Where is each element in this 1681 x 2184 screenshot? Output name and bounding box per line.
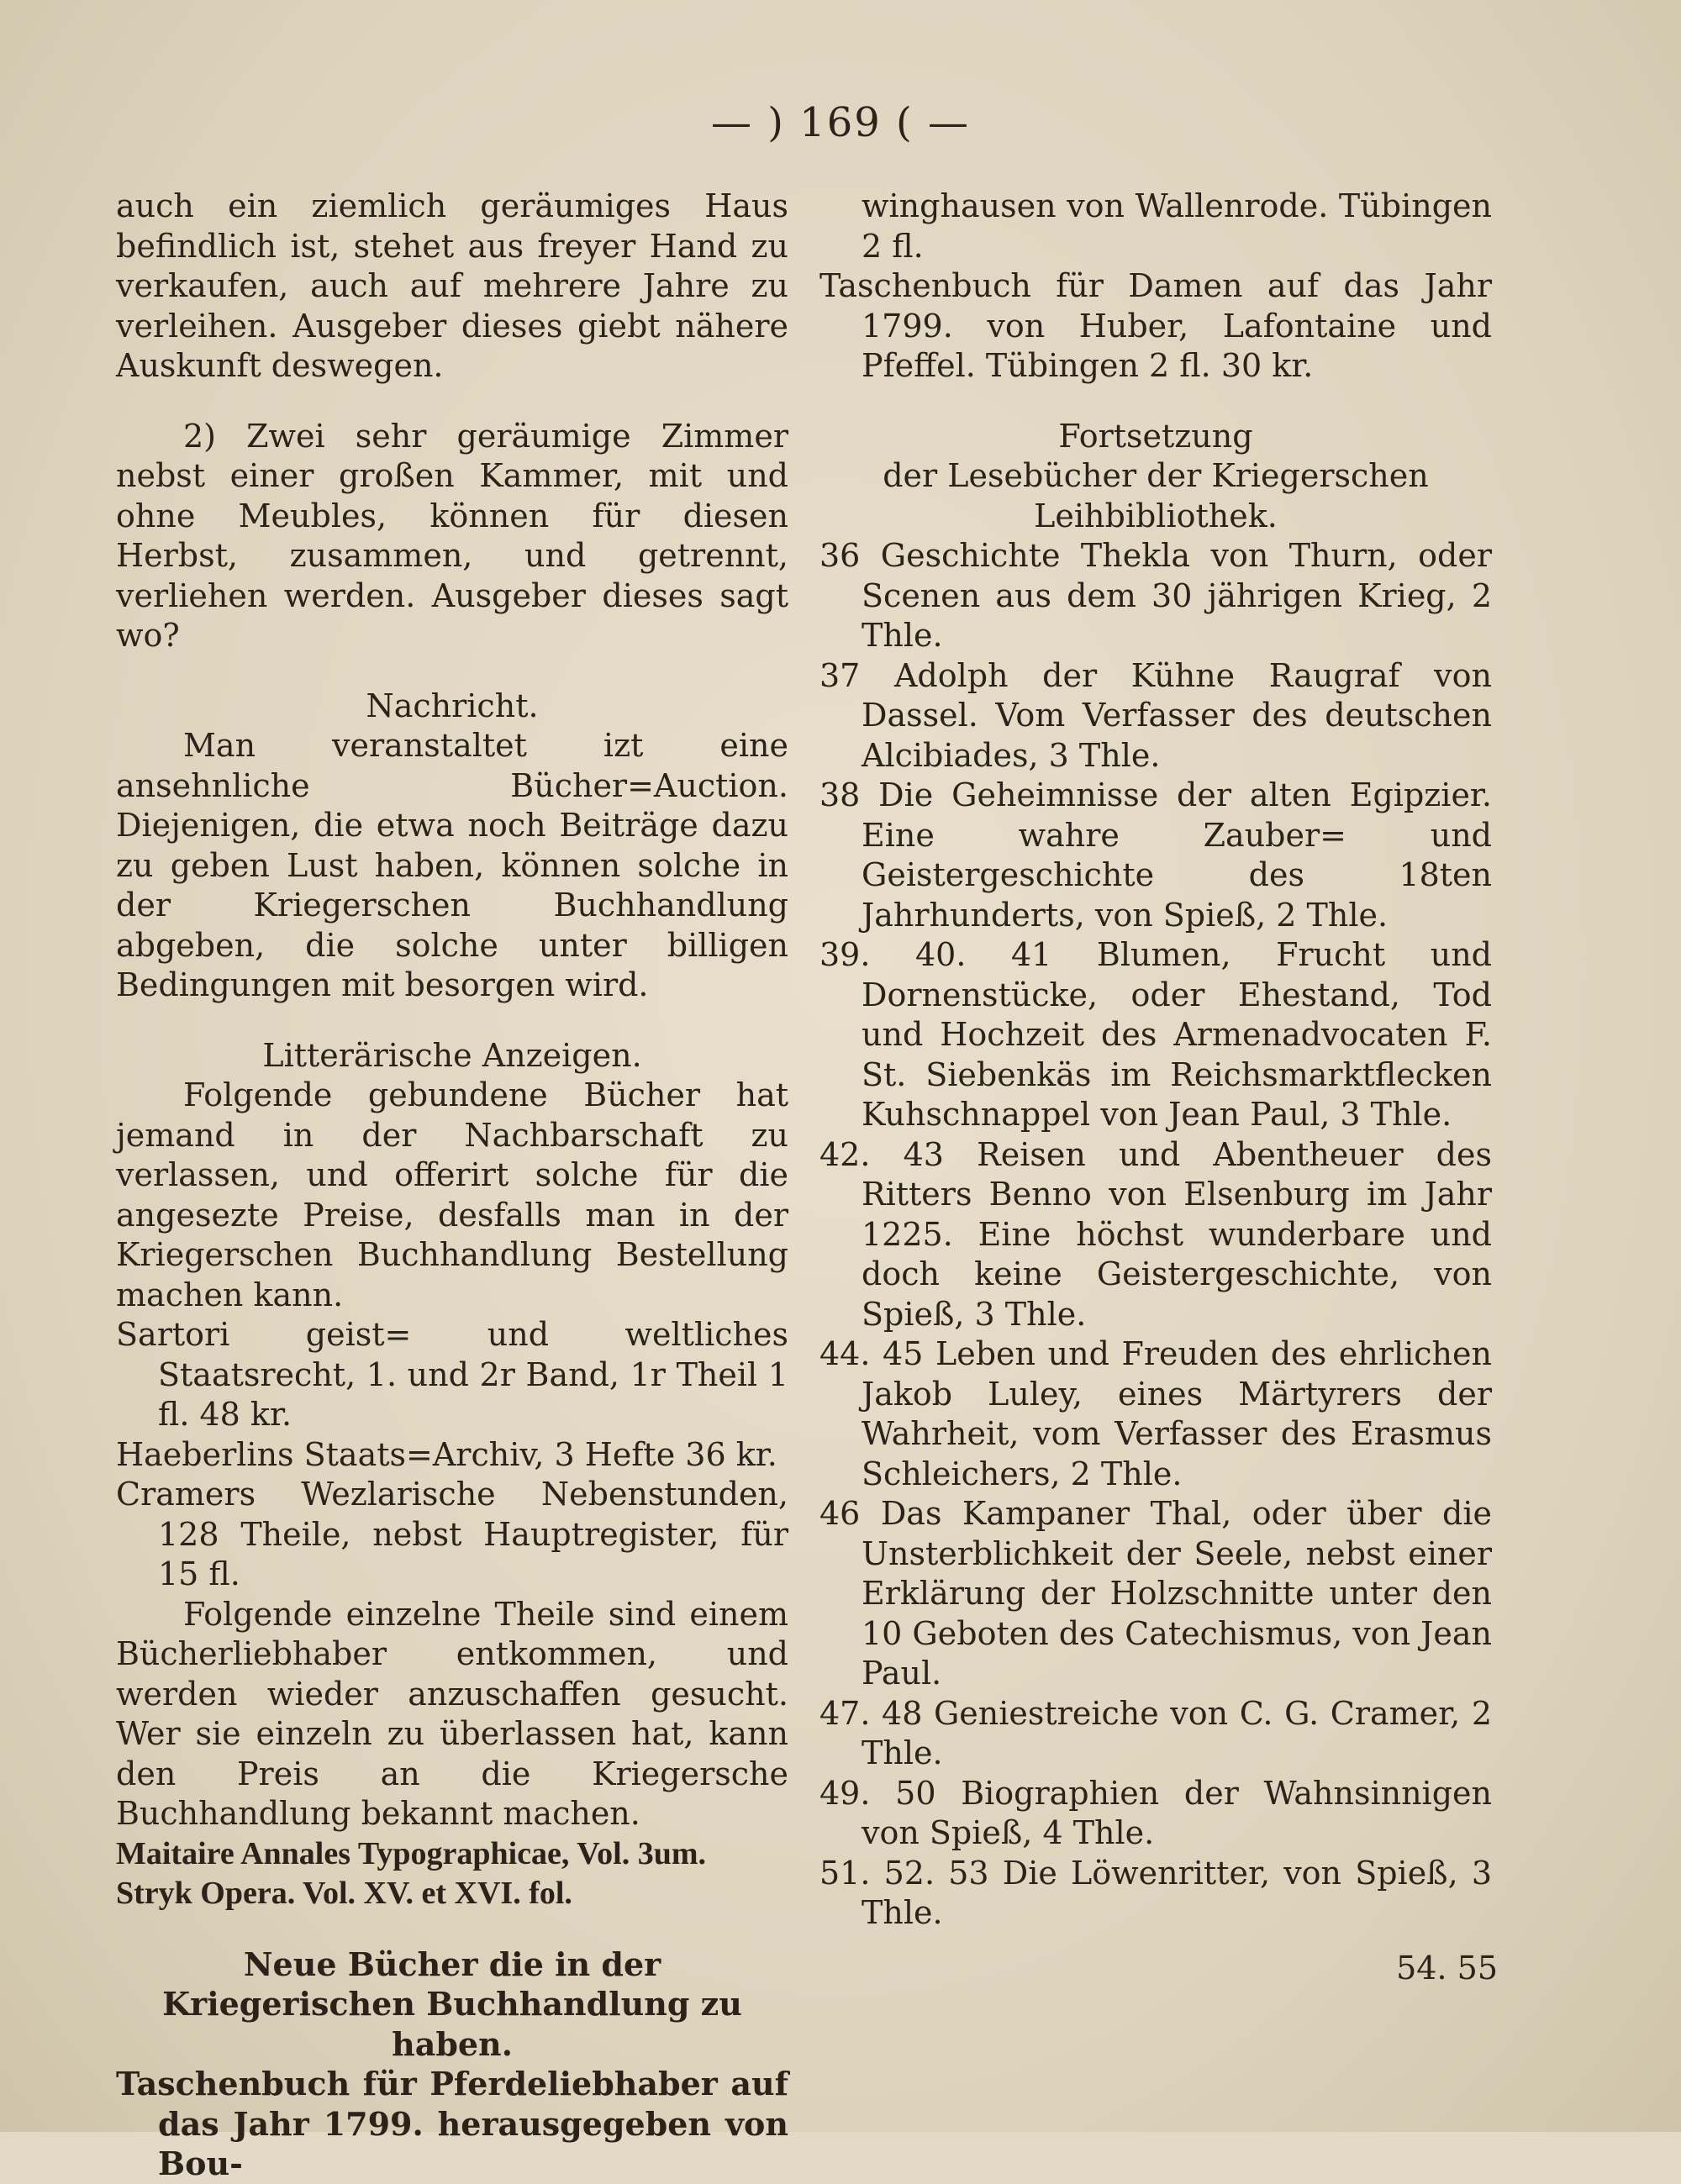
- books-for-sale-intro: Folgende gebundene Bücher hat jemand in der Nachbarschaft zu verlassen, und offerirt solche für die angesezte Preise, desfalls man in der Kriegerschen Buchhandlung Bestellung machen kann.: [116, 1076, 788, 1313]
- library-entry: 42. 43 Reisen und Abentheuer des Ritters Benno von Elsenburg im Jahr 1225. Eine höchst wunderbare und doch keine Geistergeschichte, von Spieß, 3 Thle.: [819, 1135, 1492, 1333]
- library-entry: 39. 40. 41 Blumen, Frucht und Dornenstücke, oder Ehestand, Tod und Hochzeit des Armenadvocaten F. St. Siebenkäs im Reichsmarktflecken Kuhschnappel von Jean Paul, 3 Thle.: [819, 936, 1492, 1133]
- book-item-sartori: Sartori geist= und weltliches Staatsrecht, 1. und 2r Band, 1r Theil 1 fl. 48 kr.: [116, 1316, 788, 1433]
- library-entry: 51. 52. 53 Die Löwenritter, von Spieß, 3 Thle.: [819, 1854, 1492, 1931]
- almanac-pferdeliebhaber: Taschenbuch für Pferdeliebhaber auf das Jahr 1799. herausgegeben von Bou-: [116, 2065, 788, 2182]
- library-subheading: der Lesebücher der Kriegerschen Leihbibliothek.: [883, 457, 1429, 534]
- continuation-heading: Fortsetzung: [1058, 417, 1253, 455]
- auction-notice: Man veranstaltet izt eine ansehnliche Bücher=Auction. Diejenigen, die etwa noch Beiträge dazu zu geben Lust haben, können solche in der Kriegerschen Buchhandlung abgeben, die solche unter billigen Bedingungen mit besorgen wird.: [116, 727, 788, 1003]
- wanted-volumes-notice: Folgende einzelne Theile sind einem Bücherliebhaber entkommen, und werden wieder anzuschaffen gesucht. Wer sie einzeln zu überlassen hat, kann den Preis an die Kriegersche Buchhandlung bekannt machen.: [116, 1595, 788, 1832]
- library-entry: 36 Geschichte Thekla von Thurn, oder Scenen aus dem 30 jährigen Krieg, 2 Thle.: [819, 537, 1492, 654]
- right-column: [819, 187, 1492, 1934]
- library-entry: 44. 45 Leben und Freuden des ehrlichen Jakob Luley, eines Märtyrers der Wahrheit, vom Verfasser des Erasmus Schleichers, 2 Thle.: [819, 1335, 1492, 1492]
- library-entry: 47. 48 Geniestreiche von C. G. Cramer, 2 Thle.: [819, 1694, 1492, 1771]
- rooms-notice: 2) Zwei sehr geräumige Zimmer nebst einer großen Kammer, mit und ohne Meubles, können für diesen Herbst, zusammen, und getrennt, verliehen werden. Ausgeber dieses sagt wo?: [116, 417, 788, 654]
- latin-title-maitaire: Maitaire Annales Typographicae, Vol. 3um.: [116, 1835, 707, 1871]
- almanac-continuation: winghausen von Wallenrode. Tübingen 2 fl.: [862, 187, 1492, 265]
- house-notice: auch ein ziemlich geräumiges Haus befindlich ist, stehet aus freyer Hand zu verkaufen, auch auf mehrere Jahre zu verleihen. Ausgeber dieses giebt nähere Auskunft deswegen.: [116, 187, 788, 384]
- catchword: 54. 55: [1396, 1950, 1498, 1987]
- library-entry: 49. 50 Biographien der Wahnsinnigen von Spieß, 4 Thle.: [819, 1774, 1492, 1851]
- book-item-haeberlin: Haeberlins Staats=Archiv, 3 Hefte 36 kr.: [116, 1435, 777, 1473]
- literary-heading: Litterärische Anzeigen.: [262, 1036, 642, 1074]
- library-entry: 37 Adolph der Kühne Raugraf von Dassel. Vom Verfasser des deutschen Alcibiades, 3 Thle.: [819, 656, 1492, 774]
- nachricht-heading: Nachricht.: [366, 687, 539, 724]
- library-entry: 38 Die Geheimnisse der alten Egipzier. Eine wahre Zauber= und Geistergeschichte des 18ten Jahrhunderts, von Spieß, 2 Thle.: [819, 776, 1492, 934]
- latin-title-stryk: Stryk Opera. Vol. XV. et XVI. fol.: [116, 1876, 572, 1911]
- left-column: [116, 187, 788, 2184]
- book-item-cramer: Cramers Wezlarische Nebenstunden, 128 Theile, nebst Hauptregister, für 15 fl.: [116, 1476, 788, 1592]
- page-number-header: — ) 169 ( —: [710, 99, 971, 146]
- almanac-damen: Taschenbuch für Damen auf das Jahr 1799. von Huber, Lafontaine und Pfeffel. Tübingen 2 fl. 30 kr.: [819, 267, 1492, 384]
- library-entry: 46 Das Kampaner Thal, oder über die Unsterblichkeit der Seele, nebst einer Erklärung der Holzschnitte unter den 10 Geboten des Catechismus, von Jean Paul.: [819, 1495, 1492, 1692]
- new-books-heading: Neue Bücher die in der Kriegerischen Buchhandlung zu haben.: [162, 1945, 742, 2063]
